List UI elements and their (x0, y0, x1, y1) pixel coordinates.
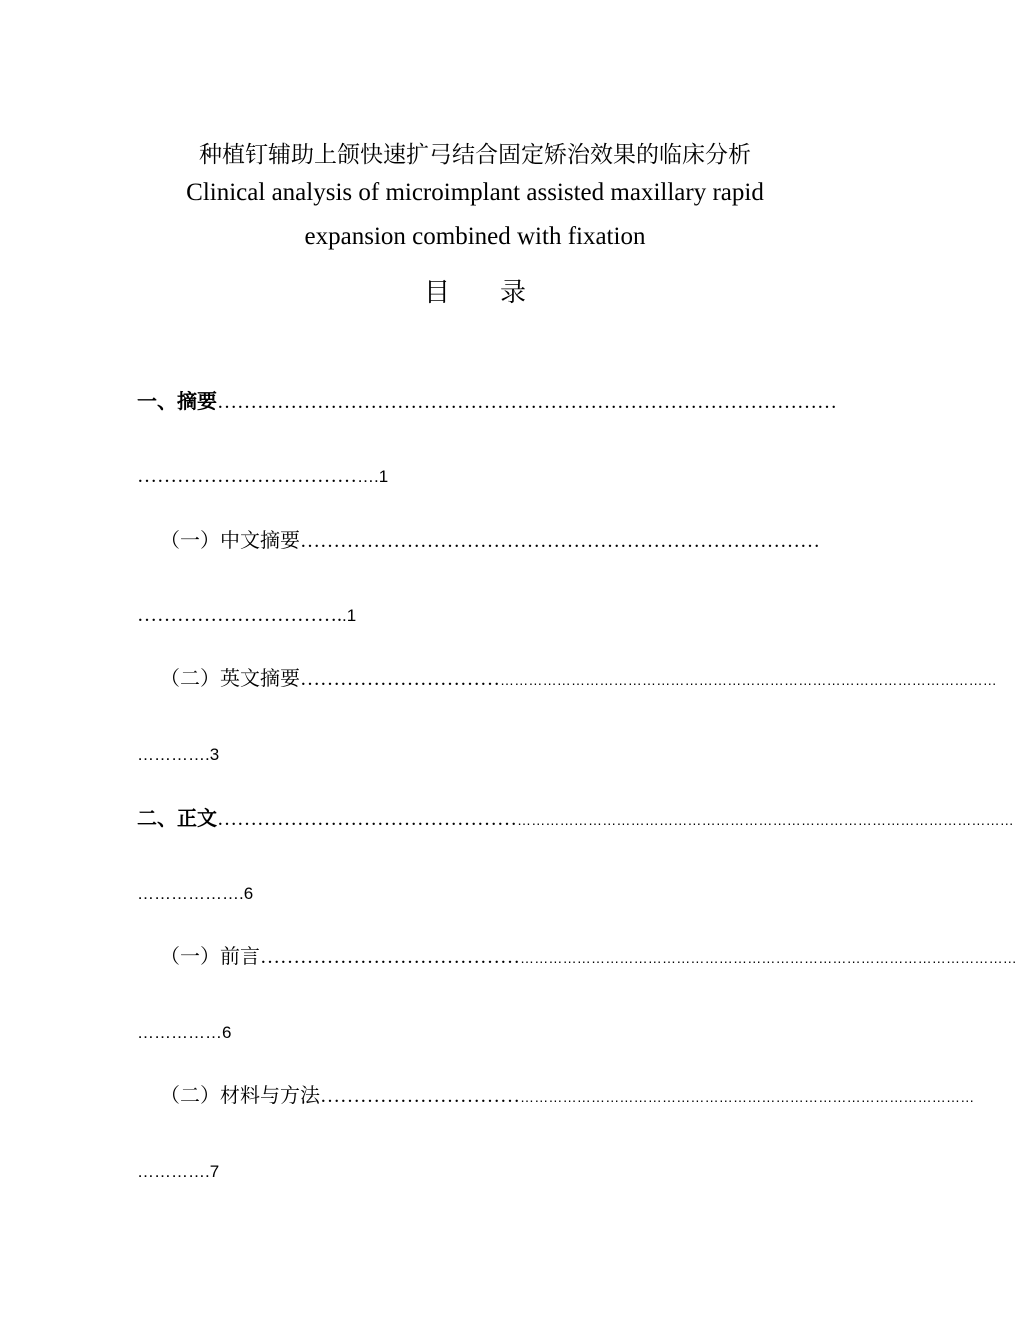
toc-page-number: ……………6 (137, 1023, 232, 1042)
title-chinese: 种植钉辅助上颌快速扩弓结合固定矫治效果的临床分析 (199, 142, 751, 168)
toc-entry-materials-methods[interactable] (160, 1080, 975, 1110)
toc-leader-dots: ………………………… (320, 1085, 520, 1107)
toc-entry-label: 二、正文 (137, 806, 217, 830)
toc-entry-materials-methods-continuation (137, 1156, 219, 1186)
toc-entry-label: （二）材料与方法 (160, 1083, 320, 1107)
toc-entry-preface[interactable] (160, 941, 1017, 971)
toc-entry-main-text-continuation (137, 878, 253, 908)
toc-entry-label: （一）中文摘要 (160, 528, 300, 552)
toc-leader-dots: ……………………………………… (217, 808, 517, 830)
toc-entry-label: （二）英文摘要 (160, 666, 300, 690)
toc-leader-dots-small: …………………………………………………………………………………… (520, 1089, 975, 1105)
toc-leader-dots-small: …………………………………………………………………………………………… (500, 672, 997, 688)
toc-leader-dots: ………………………………………………………………………………… (217, 391, 837, 413)
toc-leader-dots: ………………………………… (260, 946, 520, 968)
toc-page-number: ………….3 (137, 745, 220, 764)
toc-entry-chinese-abstract[interactable] (160, 525, 820, 555)
toc-entry-chinese-abstract-continuation (137, 600, 356, 630)
toc-leader-dots-small: …………………………………………………………………………………………… (517, 812, 1014, 828)
toc-entry-abstract-continuation (137, 461, 388, 491)
title-english-line2: expansion combined with fixation (304, 223, 646, 250)
toc-page-number: ….1 (357, 467, 389, 486)
toc-entry-abstract[interactable] (137, 386, 837, 416)
toc-leader-dots: …………………………………………………………………… (300, 530, 820, 552)
toc-page-number: ……………….6 (137, 884, 254, 903)
toc-entry-english-abstract[interactable] (160, 663, 997, 693)
toc-entry-label: （一）前言 (160, 944, 260, 968)
toc-leader-dots: ………………………… (300, 668, 500, 690)
toc-heading: 目录 (423, 278, 576, 308)
toc-entry-main-text[interactable] (137, 803, 1014, 833)
toc-leader-dots-small: …………………………………………………………………………………………… (520, 950, 1017, 966)
toc-entry-english-abstract-continuation (137, 739, 219, 769)
toc-entry-label: 一、摘要 (137, 389, 217, 413)
toc-entry-preface-continuation (137, 1017, 231, 1047)
toc-page-number: .1 (342, 606, 357, 625)
toc-page-number: ………….7 (137, 1162, 220, 1181)
toc-leader-dots: …………………………… (137, 465, 357, 487)
title-english-line1: Clinical analysis of microimplant assisted maxillary rapid (186, 179, 764, 206)
toc-leader-dots: …………………………. (137, 604, 342, 626)
